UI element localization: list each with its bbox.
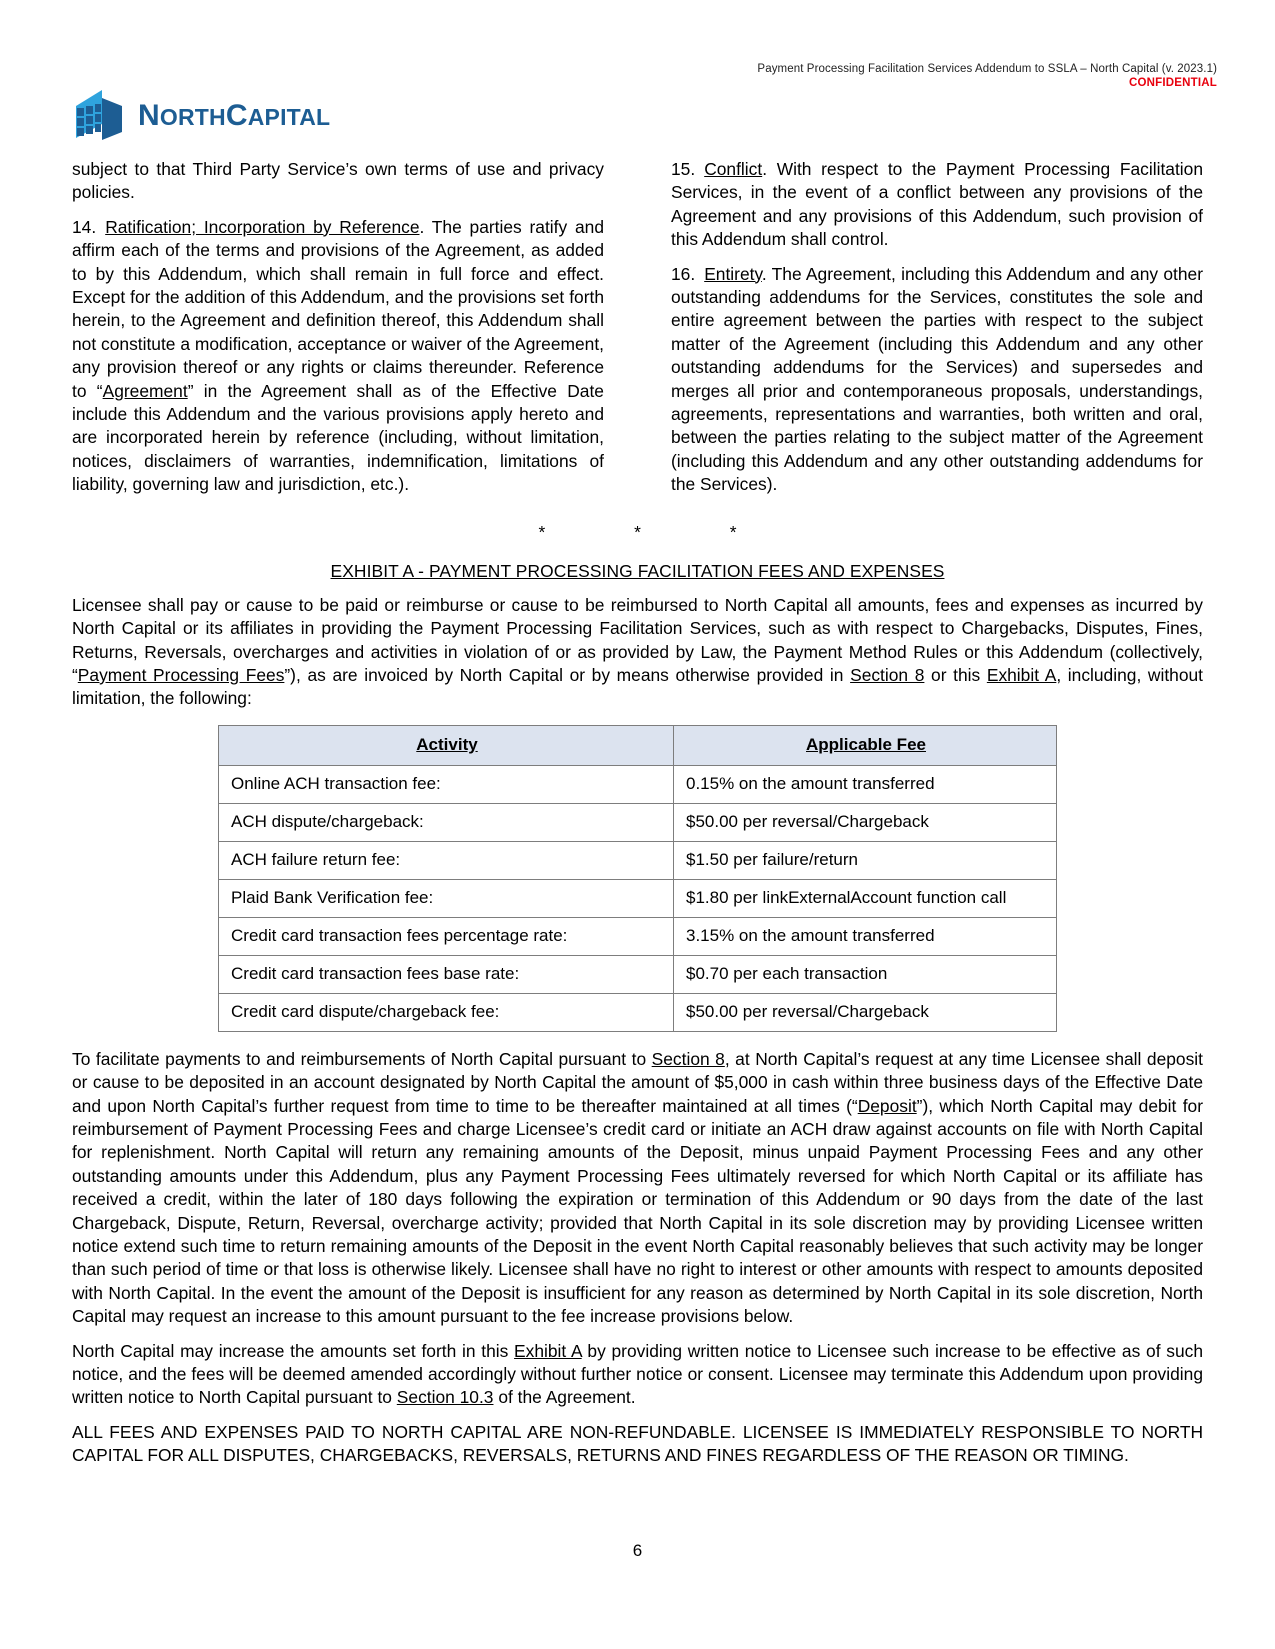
cell-activity: Credit card dispute/chargeback fee: bbox=[219, 993, 674, 1031]
clause-14-paragraph bbox=[72, 216, 604, 497]
exhibit-intro-paragraph bbox=[72, 594, 1203, 711]
logo-text-orth: ORTH bbox=[159, 104, 226, 130]
non-refundable-notice: ALL FEES AND EXPENSES PAID TO NORTH CAPITAL ARE NON-REFUNDABLE. LICENSEE IS IMMEDIATELY RESPONSIBLE TO NORTH CAPITAL FOR ALL DISPUTES, CHARGEBACKS, REVERSALS, RETURNS AND FINES REGARDLESS OF THE REASON OR TIMING. bbox=[72, 1421, 1203, 1466]
exhibit-intro-part4: , including, without limitation, the following: bbox=[72, 664, 1204, 709]
deposit-text-part1: To facilitate payments to and reimbursements of North Capital pursuant to bbox=[72, 1048, 652, 1069]
clause-16-text: . The Agreement, including this Addendum and any other outstanding addendums for the Services, constitutes the sole and entire agreement between the parties with respect to the subject matter of the Agreement (including this Addendum and any other outstanding addendums for the Services) and supersedes and merges all prior and contemporaneous proposals, understandings, agreements, representations and warranties, both written and oral, between the parties relating to the subject matter of the Agreement (including this Addendum and any other outstanding addendums for the Services). bbox=[671, 263, 1203, 495]
table-row bbox=[219, 879, 1057, 917]
deposit-term-section-8: Section 8 bbox=[651, 1048, 725, 1069]
left-column bbox=[72, 158, 604, 508]
deposit-text-part2: , at North Capital’s request at any time Licensee shall deposit or cause to be deposited in an account designated by North Capital the amount of $5,000 in cash within three business days of the Effective Date and upon North Capital’s further request from time to time to be thereafter maintained at all times (“ bbox=[72, 1048, 1203, 1116]
table-header-row bbox=[219, 725, 1057, 765]
clause-14-text-before: . The parties ratify and affirm each of the terms and provisions of the Agreement, as added to by this Addendum, which shall remain in full force and effect. Except for the addition of this Addendum, and the provisions set forth herein, to the Agreement and definition thereof, this Addendum shall not constitute a modification, acceptance or waiver of the Agreement, any provision thereof or any rights or claims thereunder. Reference to “ bbox=[72, 216, 604, 401]
table-row bbox=[219, 993, 1057, 1031]
increase-text-part3: of the Agreement. bbox=[493, 1387, 636, 1408]
header-title-line: Payment Processing Facilitation Services Addendum to SSLA – North Capital (v. 2023.1) bbox=[757, 63, 1217, 75]
logo-text-apital: APITAL bbox=[247, 104, 331, 130]
cell-fee: $1.50 per failure/return bbox=[674, 841, 1057, 879]
table-row bbox=[219, 803, 1057, 841]
deposit-term-deposit: Deposit bbox=[857, 1095, 917, 1116]
cell-fee: 3.15% on the amount transferred bbox=[674, 917, 1057, 955]
deposit-paragraph bbox=[72, 1048, 1203, 1329]
fee-schedule-table bbox=[218, 725, 1057, 1032]
clause-15-text: . With respect to the Payment Processing Facilitation Services, in the event of a conflict between any provisions of the Agreement and any provisions of this Addendum, such provision of this Addendum shall control. bbox=[671, 159, 1203, 250]
logo-letter-c: C bbox=[225, 99, 248, 132]
cell-fee: $0.70 per each transaction bbox=[674, 955, 1057, 993]
clause-14-heading: Ratification; Incorporation by Reference bbox=[105, 216, 420, 237]
fee-table-container bbox=[72, 725, 1203, 1032]
clause-16-paragraph bbox=[671, 263, 1203, 497]
exhibit-intro-part1: Licensee shall pay or cause to be paid or reimburse or cause to be reimbursed to North Capital all amounts, fees and expenses as incurred by North Capital or its affiliates in providing the Payment Processing Facilitation Services, such as with respect to Chargebacks, Disputes, Fines, Returns, Reversals, overcharges and activities in violation of or as provided by Law, the Payment Method Rules or this Addendum (collectively, “ bbox=[72, 594, 1203, 685]
clause-14-number: 14. bbox=[72, 216, 97, 237]
clause-14-text-after: ” in the Agreement shall as of the Effective Date include this Addendum and the various provisions apply hereto and are incorporated herein by reference (including, without limitation, notices, disclaimers of warranties, indemnification, limitations of liability, governing law and jurisdiction, etc.). bbox=[72, 380, 604, 495]
table-row bbox=[219, 917, 1057, 955]
cell-fee: 0.15% on the amount transferred bbox=[674, 765, 1057, 803]
cell-fee: $50.00 per reversal/Chargeback bbox=[674, 993, 1057, 1031]
exhibit-term-exhibit-a: Exhibit A bbox=[986, 664, 1057, 685]
clause-16-heading: Entirety bbox=[704, 263, 762, 284]
table-row bbox=[219, 841, 1057, 879]
table-row bbox=[219, 765, 1057, 803]
document-running-header bbox=[757, 62, 1217, 91]
cell-activity: ACH dispute/chargeback: bbox=[219, 803, 674, 841]
increase-text-part1: North Capital may increase the amounts set forth in this bbox=[72, 1340, 515, 1361]
clause-16-number: 16. bbox=[671, 263, 696, 284]
fee-increase-paragraph bbox=[72, 1340, 1203, 1410]
increase-term-exhibit-a: Exhibit A bbox=[514, 1340, 582, 1361]
header-confidential-label: CONFIDENTIAL bbox=[1128, 77, 1217, 90]
cell-fee: $50.00 per reversal/Chargeback bbox=[674, 803, 1057, 841]
document-body bbox=[72, 158, 1203, 1479]
logo-letter-n: N bbox=[138, 99, 160, 132]
cell-activity: Online ACH transaction fee: bbox=[219, 765, 674, 803]
cell-activity: ACH failure return fee: bbox=[219, 841, 674, 879]
cell-activity: Credit card transaction fees base rate: bbox=[219, 955, 674, 993]
increase-term-section-10-3: Section 10.3 bbox=[396, 1387, 494, 1408]
two-column-section bbox=[72, 158, 1203, 508]
exhibit-intro-part2: ”), as are invoiced by North Capital or by means otherwise provided in bbox=[284, 664, 851, 685]
asterisk-separator: * * * bbox=[538, 521, 779, 542]
clause-15-heading: Conflict bbox=[704, 159, 763, 179]
cell-fee: $1.80 per linkExternalAccount function call bbox=[674, 879, 1057, 917]
column-header-activity: Activity bbox=[219, 725, 674, 765]
clause-15-number: 15. bbox=[671, 159, 696, 179]
column-header-applicable-fee: Applicable Fee bbox=[674, 725, 1057, 765]
deposit-text-part3: ”), which North Capital may debit for reimbursement of Payment Processing Fees and charge Licensee’s credit card or initiate an ACH draw against accounts on file with North Capital for replenishment. North Capital will return any remaining amounts of the Deposit, minus unpaid Payment Processing Fees and any other outstanding amounts under this Addendum, plus any Payment Processing Fees ultimately reversed for which North Capital or its affiliate has received a credit, within the later of 180 days following the expiration or termination of this Addendum or 90 days from the date of the last Chargeback, Dispute, Return, Reversal, overcharge activity; provided that North Capital in its sole discretion may by providing Licensee written notice extend such time to return remaining amounts of the Deposit in the event North Capital reasonably believes that such activity may be longer than such period of time or that loss is otherwise likely. Licensee shall have no right to interest or other amounts with respect to amounts deposited with North Capital. In the event the amount of the Deposit is insufficient for any reason as determined by North Capital in its sole discretion, North Capital may request an increase to this amount pursuant to the fee increase provisions below. bbox=[72, 1095, 1203, 1327]
cell-activity: Credit card transaction fees percentage rate: bbox=[219, 917, 674, 955]
exhibit-term-section-8: Section 8 bbox=[850, 664, 925, 685]
cell-activity: Plaid Bank Verification fee: bbox=[219, 879, 674, 917]
clause-15-paragraph bbox=[671, 158, 1203, 252]
north-capital-logo bbox=[72, 88, 330, 144]
increase-text-part2: by providing written notice to Licensee such increase to be effective as of such notice, and the fees will be deemed amended accordingly without further notice or consent. Licensee may terminate this Addendum upon providing written notice to North Capital pursuant to bbox=[72, 1340, 1203, 1408]
page-number: 6 bbox=[632, 1541, 643, 1560]
building-logo-icon bbox=[72, 88, 124, 144]
right-column bbox=[671, 158, 1203, 508]
table-row bbox=[219, 955, 1057, 993]
exhibit-term-payment-processing-fees: Payment Processing Fees bbox=[77, 664, 285, 685]
logo-wordmark bbox=[138, 101, 330, 131]
exhibit-intro-part3: or this bbox=[924, 664, 987, 685]
exhibit-a-title: EXHIBIT A - PAYMENT PROCESSING FACILITATION FEES AND EXPENSES bbox=[330, 560, 945, 581]
clause-14-inline-term: Agreement bbox=[102, 380, 188, 401]
paragraph-continued: subject to that Third Party Service’s own terms of use and privacy policies. bbox=[72, 159, 604, 203]
